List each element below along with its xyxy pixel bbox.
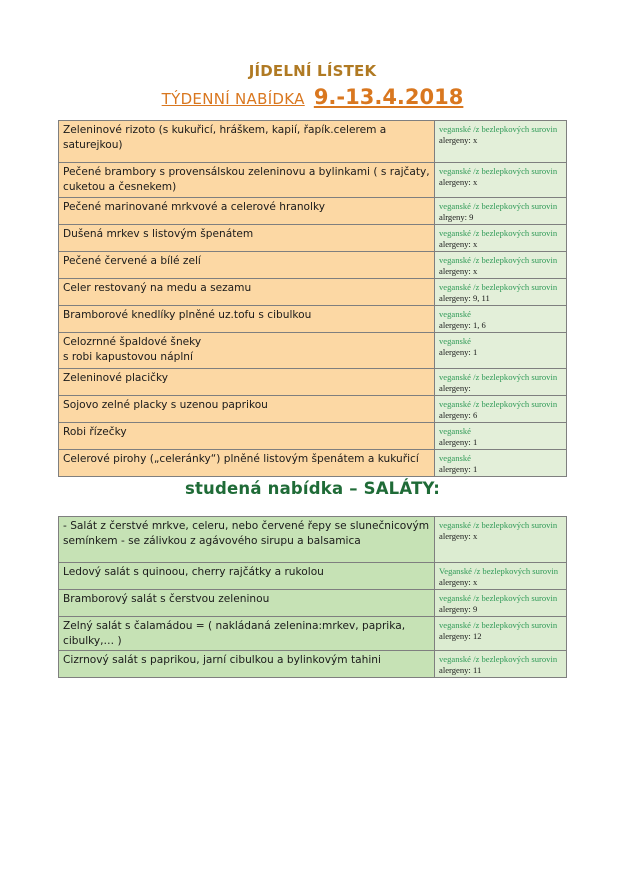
dish-name: Celozrnné špaldové šneky s robi kapustovou náplní <box>59 333 435 369</box>
allergens-label: alergeny: 1 <box>439 347 478 357</box>
vegan-tag: veganské /z bezlepkových surovin <box>439 282 558 292</box>
dish-info <box>435 198 567 225</box>
dish-info <box>435 517 567 563</box>
dish-info <box>435 590 567 617</box>
menu-row <box>59 198 567 225</box>
dish-name: Zeleninové placičky <box>59 369 435 396</box>
dish-info <box>435 225 567 252</box>
menu-row <box>59 617 567 651</box>
warm-menu-table <box>58 120 567 477</box>
menu-row <box>59 563 567 590</box>
dish-name: Cizrnový salát s paprikou, jarní cibulkou a bylinkovým tahini <box>59 651 435 678</box>
vegan-tag: veganské /z bezlepkových surovin <box>439 255 558 265</box>
allergens-label: alergeny: x <box>439 577 478 587</box>
dish-name: Pečené brambory s provensálskou zeleninovu a bylinkami ( s rajčaty, cuketou a česnekem) <box>59 163 435 198</box>
allergens-label: alergeny: x <box>439 239 478 249</box>
vegan-tag: veganské /z bezlepkových surovin <box>439 228 558 238</box>
cold-section-heading: studená nabídka – SALÁTY: <box>184 479 441 498</box>
dish-info <box>435 651 567 678</box>
allergens-label: alergeny: x <box>439 531 478 541</box>
dish-info <box>435 396 567 423</box>
vegan-tag: veganské /z bezlepkových surovin <box>439 399 558 409</box>
vegan-tag: veganské /z bezlepkových surovin <box>439 654 558 664</box>
menu-row <box>59 225 567 252</box>
dish-info <box>435 617 567 651</box>
weekly-offer-heading <box>0 85 625 109</box>
vegan-tag: veganské /z bezlepkových surovin <box>439 620 558 630</box>
dish-name: Celerové pirohy („celeránky“) plněné listovým špenátem a kukuřicí <box>59 450 435 477</box>
menu-row <box>59 651 567 678</box>
allergens-label: alergeny: 1 <box>439 464 478 474</box>
dish-info <box>435 121 567 163</box>
allergens-label: alergeny: 12 <box>439 631 482 641</box>
allergens-label: alergeny: x <box>439 266 478 276</box>
menu-row <box>59 450 567 477</box>
vegan-tag: veganské /z bezlepkových surovin <box>439 124 558 134</box>
menu-title: JÍDELNÍ LÍSTEK <box>248 62 377 80</box>
cold-menu-table <box>58 516 567 678</box>
dish-name: - Salát z čerstvé mrkve, celeru, nebo červené řepy se slunečnicovým semínkem - se zálivkou z agávového sirupu a balsamica <box>59 517 435 563</box>
menu-row <box>59 369 567 396</box>
allergens-label: alergeny: 6 <box>439 410 478 420</box>
allergens-label: alergeny: 9, 11 <box>439 293 490 303</box>
menu-row <box>59 306 567 333</box>
vegan-tag: veganské <box>439 426 471 436</box>
dish-name: Zelný salát s čalamádou = ( nakládaná zelenina:mrkev, paprika, cibulky,… ) <box>59 617 435 651</box>
menu-row <box>59 423 567 450</box>
menu-row <box>59 590 567 617</box>
menu-row <box>59 163 567 198</box>
dish-name: Celer restovaný na medu a sezamu <box>59 279 435 306</box>
vegan-tag: veganské <box>439 336 471 346</box>
dish-name: Bramborové knedlíky plněné uz.tofu s cibulkou <box>59 306 435 333</box>
menu-row <box>59 396 567 423</box>
dish-info <box>435 369 567 396</box>
dish-info <box>435 163 567 198</box>
dish-name: Ledový salát s quinoou, cherry rajčátky a rukolou <box>59 563 435 590</box>
menu-row <box>59 279 567 306</box>
dish-info <box>435 450 567 477</box>
dish-name: Dušená mrkev s listovým špenátem <box>59 225 435 252</box>
vegan-tag: veganské <box>439 453 471 463</box>
vegan-tag: veganské <box>439 309 471 319</box>
dish-info <box>435 423 567 450</box>
dish-info <box>435 563 567 590</box>
dish-name: Bramborový salát s čerstvou zeleninou <box>59 590 435 617</box>
dish-info <box>435 306 567 333</box>
vegan-tag: veganské /z bezlepkových surovin <box>439 520 558 530</box>
allergens-label: alrgeny: 9 <box>439 212 474 222</box>
allergens-label: alergeny: x <box>439 135 478 145</box>
dish-name: Sojovo zelné placky s uzenou paprikou <box>59 396 435 423</box>
menu-row <box>59 333 567 369</box>
dish-name: Robi řízečky <box>59 423 435 450</box>
vegan-tag: veganské /z bezlepkových surovin <box>439 593 558 603</box>
menu-row <box>59 121 567 163</box>
vegan-tag: veganské /z bezlepkových surovin <box>439 372 558 382</box>
allergens-label: alergeny: x <box>439 177 478 187</box>
allergens-label: alergeny: 1 <box>439 437 478 447</box>
dish-name: Pečené marinované mrkvové a celerové hranolky <box>59 198 435 225</box>
vegan-tag: veganské /z bezlepkových surovin <box>439 201 558 211</box>
dish-info <box>435 252 567 279</box>
menu-row <box>59 517 567 563</box>
allergens-label: alergeny: 11 <box>439 665 482 675</box>
allergens-label: alergeny: 1, 6 <box>439 320 486 330</box>
weekly-offer-dates: 9.-13.4.2018 <box>313 85 464 109</box>
allergens-label: alergeny: <box>439 383 471 393</box>
weekly-offer-label: TÝDENNÍ NABÍDKA <box>161 90 305 108</box>
dish-info <box>435 333 567 369</box>
allergens-label: alergeny: 9 <box>439 604 478 614</box>
menu-row <box>59 252 567 279</box>
dish-name: Pečené červené a bílé zelí <box>59 252 435 279</box>
dish-name: Zeleninové rizoto (s kukuřicí, hráškem, kapií, řapík.celerem a saturejkou) <box>59 121 435 163</box>
vegan-tag: Veganské /z bezlepkových surovin <box>439 566 559 576</box>
dish-info <box>435 279 567 306</box>
vegan-tag: veganské /z bezlepkových surovin <box>439 166 558 176</box>
